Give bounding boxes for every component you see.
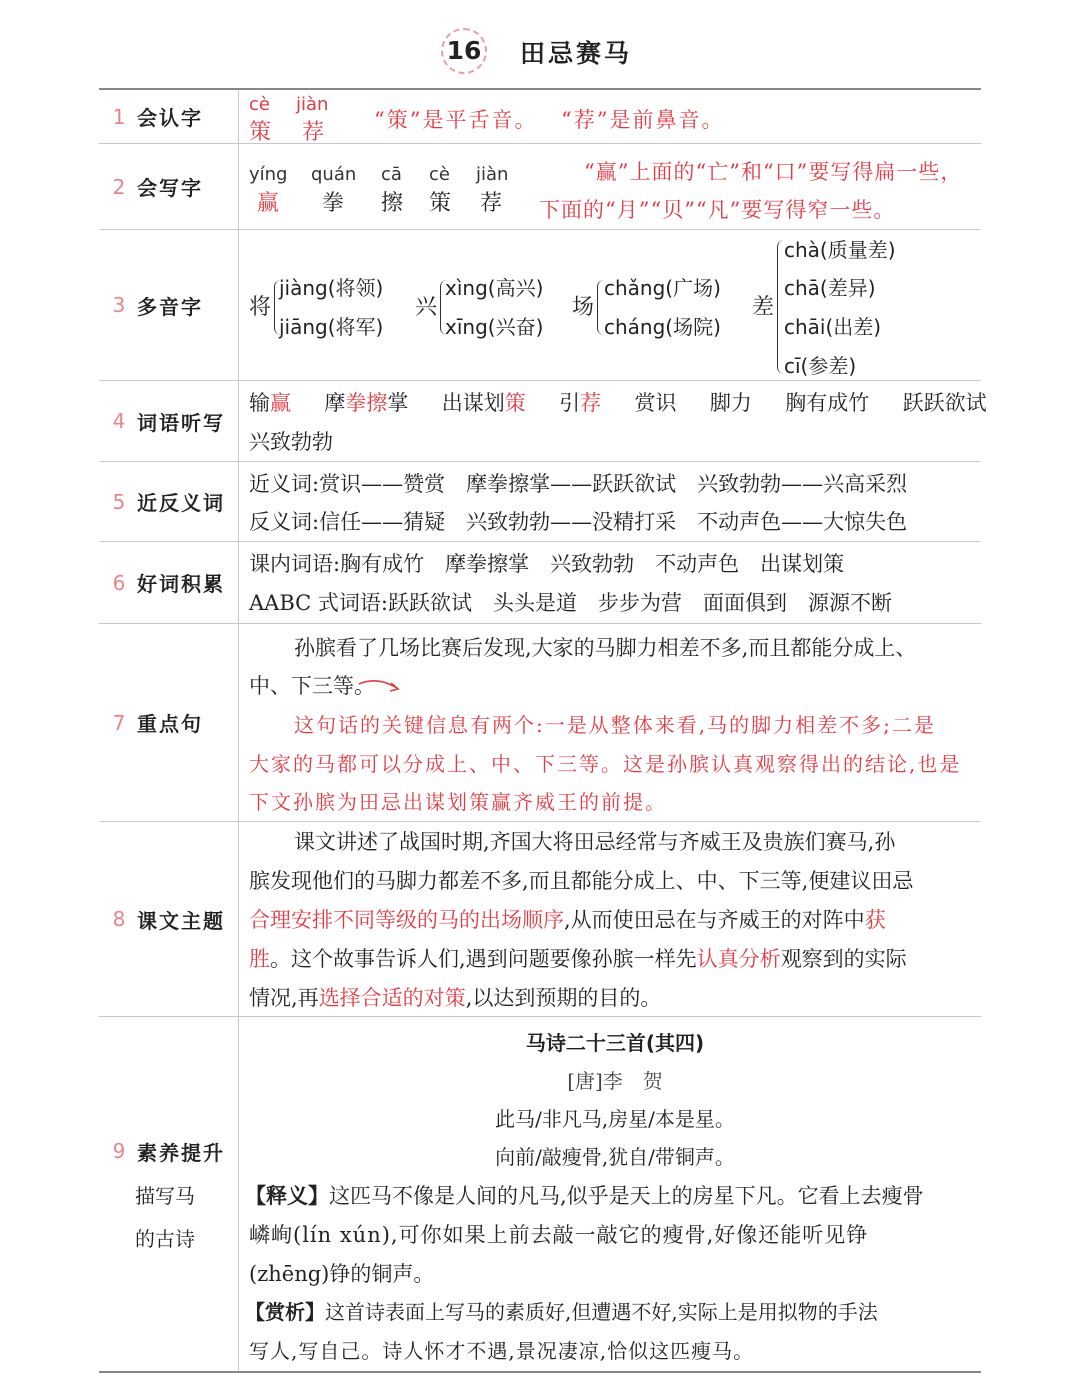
appreciation-line-2: 写人,写自己。诗人怀才不遇,景况凄凉,恰似这匹瘦马。 [249,1339,755,1363]
row-theme: 8 课文主题 课文讲述了战国时期,齐国大将田忌经常与齐威王及贵族们赛马,孙 膑发现他们的马脚力都差不多,而且都能分成上、中、下三等,便建议田忌 合理安排不同等级的马的出场顺序,从而使田忌在与齐威王的对阵中获 胜。这个故事告诉人们,遇到问题要像孙膑一样先认真分析观察到的实际 情况,再选择合适的对策,以达到预期的目的。 [99,822,981,1017]
note-ying-1: “赢”上面的“亡”和“口”要写得扁一些， [584,160,963,184]
row-literacy: 9 素养提升 描写马 的古诗 马诗二十三首(其四) [唐]李 贺 此马/非凡马,房星/本是星。 向前/敲瘦骨,犹自/带铜声。 【释义】这匹马不像是人间的凡马,似乎是天上的房星下凡。它看上去瘦骨 嶙峋(lín xún),可你如果上前去敲一敲它的瘦骨,好像还能听见铮 (zhēng)铮的铜声。 【赏析】这首诗表面上写马的素质好,但遭遇不好,实际上是用拟物的手法 写人,写自己。诗人怀才不遇,景况凄凉,恰似这匹瘦马。 [99,1017,981,1373]
good-words-line-1: 课内词语:胸有成竹 摩拳擦掌 兴致勃勃 不动声色 出谋划策 [249,552,845,576]
poem-author: [唐]李 贺 [567,1069,663,1093]
theme-line-2: 膑发现他们的马脚力都差不多,而且都能分成上、中、下三等,便建议田忌 [249,869,914,893]
key-note-1: 这句话的关键信息有两个:一是从整体来看,马的脚力相差不多;二是 [294,713,936,737]
lesson-number-badge: 16 [441,28,487,74]
poem-verse-2: 向前/敲瘦骨,犹自/带铜声。 [495,1145,735,1169]
note-jian: “荐”是前鼻音。 [561,108,725,132]
poem-title: 马诗二十三首(其四) [525,1031,705,1055]
theme-line-1: 课文讲述了战国时期,齐国大将田忌经常与齐威王及贵族们赛马,孙 [294,830,896,854]
study-table [99,88,987,1373]
explanation-line-3: (zhēng)铮的铜声。 [249,1262,435,1286]
explanation-line-1: 【释义】这匹马不像是人间的凡马,似乎是天上的房星下凡。它看上去瘦骨 [245,1184,924,1208]
theme-line-4: 胜。这个故事告诉人们,遇到问题要像孙膑一样先认真分析观察到的实际 [249,947,907,971]
poem-verse-1: 此马/非凡马,房星/本是星。 [495,1107,735,1131]
synonyms-line: 近义词:赏识——赞赏 摩拳擦掌——跃跃欲试 兴致勃勃——兴高采烈 [249,472,908,496]
key-note-3: 下文孙膑为田忌出谋划策赢齐威王的前提。 [249,790,667,814]
row-dictation: 4 词语听写 输赢 摩拳擦掌 出谋划策 引荐 赏识 脚力 胸有成竹 跃跃欲试 兴致勃勃 [99,381,981,462]
row-good-words: 6 好词积累 课内词语:胸有成竹 摩拳擦掌 兴致勃勃 不动声色 出谋划策 AABC 式词语:跃跃欲试 头头是道 步步为营 面面俱到 源源不断 [99,542,981,624]
curve-arrow-icon [357,674,403,696]
poly-cha: 差 [752,295,775,320]
row-recognize-chars [99,88,981,144]
poly-xing: 兴 [415,295,438,320]
row-label: 1 会认字 [112,104,203,130]
key-sentence-2: 中、下三等。 [249,674,375,698]
note-ying-2: 下面的“月”“贝”“凡”要写得窄一些。 [539,198,896,222]
key-note-2: 大家的马都可以分成上、中、下三等。这是孙膑认真观察得出的结论,也是 [249,752,962,776]
row-write-chars: 2 会写字 yíng 赢 quán 拳 cā 擦 cè 策 jiàn 荐 “赢”上面的“亡”和“口”要写得扁一些， 下面的“月”“贝”“凡”要写得窄一些。 [99,144,981,230]
appreciation-line-1: 【赏析】这首诗表面上写马的素质好,但遭遇不好,实际上是用拟物的手法 [245,1300,878,1324]
row-polyphonic-chars: 3 多音字 将 jiàng(将领) jiāng(将军) 兴 xìng(高兴) xīng(兴奋) 场 chǎng(广场) cháng(场院) 差 chà(质量差) chā(差异) chāi(出差) cī(参差) [99,230,981,381]
poly-chang: 场 [572,295,595,320]
explanation-line-2: 嶙峋(lín xún),可你如果上前去敲一敲它的瘦骨,好像还能听见铮 [249,1223,869,1247]
dictation-line-2: 兴致勃勃 [249,430,333,454]
theme-line-5: 情况,再选择合适的对策,以达到预期的目的。 [249,986,662,1010]
key-sentence-1: 孙膑看了几场比赛后发现,大家的马脚力相差不多,而且都能分成上、 [294,636,917,660]
theme-line-3: 合理安排不同等级的马的出场顺序,从而使田忌在与齐威王的对阵中获 [249,908,886,932]
antonyms-line: 反义词:信任——猜疑 兴致勃勃——没精打采 不动声色——大惊失色 [249,510,908,534]
good-words-line-2: AABC 式词语:跃跃欲试 头头是道 步步为营 面面俱到 源源不断 [249,591,892,615]
note-ce: “策”是平舌音。 [374,108,538,132]
row-synonyms: 5 近反义词 近义词:赏识——赞赏 摩拳擦掌——跃跃欲试 兴致勃勃——兴高采烈 反义词:信任——猜疑 兴致勃勃——没精打采 不动声色——大惊失色 [99,462,981,542]
row-key-sentence: 7 重点句 孙膑看了几场比赛后发现,大家的马脚力相差不多,而且都能分成上、 中、下三等。 这句话的关键信息有两个:一是从整体来看,马的脚力相差不多;二是 大家的马都可以分成上、中、下三等。这是孙膑认真观察得出的结论,也是 下文孙膑为田忌出谋划策赢齐威王的前提。 [99,624,981,822]
dictation-line-1: 输赢 摩拳擦掌 出谋划策 引荐 赏识 脚力 胸有成竹 跃跃欲试 [249,391,987,415]
lesson-header [0,22,1080,82]
lesson-title: 田忌赛马 [520,39,633,68]
poly-jiang: 将 [249,295,272,320]
row-content: cè 策 jiàn 荐 “策”是平舌音。 “荐”是前鼻音。 [249,94,725,145]
